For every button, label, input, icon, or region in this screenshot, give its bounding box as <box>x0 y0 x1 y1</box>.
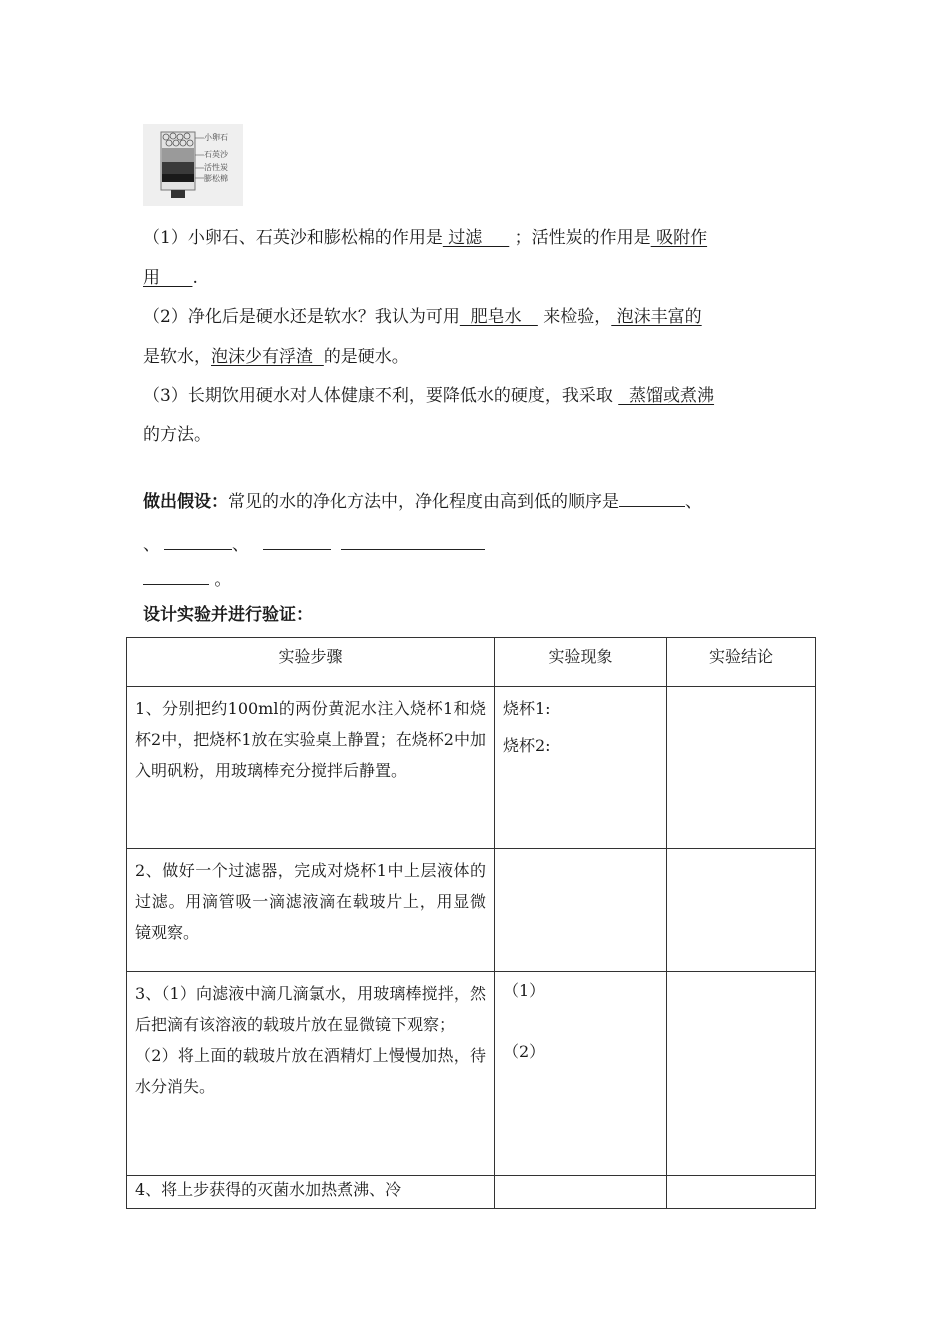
answer-filter: 过滤 <box>442 228 510 248</box>
table-row <box>127 972 816 1176</box>
step-3-part-2: （2）将上面的载玻片放在酒精灯上慢慢加热，待水分消失。 <box>135 1046 486 1096</box>
hypothesis-blank-2[interactable] <box>164 531 232 550</box>
table-row <box>127 849 816 972</box>
question-3-line-2: 的方法。 <box>143 425 211 445</box>
conclusion-cell-1[interactable] <box>667 687 816 849</box>
water-filter-figure <box>143 124 243 206</box>
conclusion-cell-2[interactable] <box>667 849 816 972</box>
step-4: 4、将上步获得的灭菌水加热煮沸、冷 <box>135 1180 402 1199</box>
table-header-row <box>127 638 816 687</box>
question-2-line-2: 是软水，泡沫少有浮渣 的是硬水。 <box>143 347 409 367</box>
answer-little-foam: 泡沫少有浮渣 <box>211 347 324 367</box>
design-experiment-title: 设计实验并进行验证： <box>143 605 313 625</box>
hypothesis-line-2: 、 、 <box>143 531 485 557</box>
activated-carbon-label: 活性炭 <box>204 163 228 172</box>
observation-3-part-1: （1） <box>503 981 546 1000</box>
hypothesis-blank-4[interactable] <box>341 531 485 550</box>
quartz-sand-label: 石英沙 <box>204 150 228 159</box>
step-3-part-1: 3、（1）向滤液中滴几滴氯水，用玻璃棒搅拌，然后把滴有该溶液的载玻片放在显微镜下观察； <box>135 984 486 1034</box>
question-1-line-1: （1）小卵石、石英沙和膨松棉的作用是 过滤 ；活性炭的作用是 吸附作 <box>143 228 708 248</box>
hypothesis-line-3: 。 <box>143 566 231 592</box>
hypothesis-label: 做出假设： <box>143 492 228 512</box>
hypothesis-blank-3[interactable] <box>263 531 331 550</box>
hypothesis-blank-1[interactable] <box>619 488 685 507</box>
answer-soap-water: 肥皂水 <box>459 307 538 327</box>
hypothesis-blank-5[interactable] <box>143 566 209 585</box>
conclusion-cell-3[interactable] <box>667 972 816 1176</box>
hypothesis-line-1: 做出假设：常见的水的净化方法中，净化程度由高到低的顺序是 、 <box>143 488 702 514</box>
experiment-table <box>126 637 816 1209</box>
observation-cell-2[interactable] <box>495 849 667 972</box>
header-conclusion: 实验结论 <box>667 638 816 687</box>
conclusion-cell-4[interactable] <box>667 1176 816 1209</box>
observation-beaker-1: 烧杯1: <box>503 699 551 718</box>
observation-beaker-2: 烧杯2: <box>503 736 551 755</box>
question-1-line-2: 用 . <box>143 268 198 288</box>
water-filter-drawing <box>143 124 243 206</box>
table-row <box>127 1176 816 1209</box>
answer-rich-foam: 泡沫丰富的 <box>611 307 702 327</box>
table-row <box>127 687 816 849</box>
question-3-line-1: （3）长期饮用硬水对人体健康不利，要降低水的硬度，我采取 蒸馏或煮沸 <box>143 386 715 406</box>
question-2-line-1: （2）净化后是硬水还是软水？我认为可用 肥皂水 来检验， 泡沫丰富的 <box>143 307 702 327</box>
step-2: 2、做好一个过滤器，完成对烧杯1中上层液体的过滤。用滴管吸一滴滤液滴在载玻片上，用显微镜观察。 <box>135 861 486 942</box>
cotton-label: 膨松棉 <box>204 174 228 183</box>
header-steps: 实验步骤 <box>127 638 495 687</box>
header-phenomena: 实验现象 <box>495 638 667 687</box>
observation-3-part-2: （2） <box>503 1042 546 1061</box>
answer-distill-boil: 蒸馏或煮沸 <box>618 386 715 406</box>
answer-adsorption: 吸附作 <box>650 228 708 248</box>
observation-cell-4[interactable] <box>495 1176 667 1209</box>
pebble-label: 小卵石 <box>204 133 228 142</box>
step-1: 1、分别把约100ml的两份黄泥水注入烧杯1和烧杯2中，把烧杯1放在实验桌上静置；在烧杯2中加入明矾粉，用玻璃棒充分搅拌后静置。 <box>135 699 486 780</box>
